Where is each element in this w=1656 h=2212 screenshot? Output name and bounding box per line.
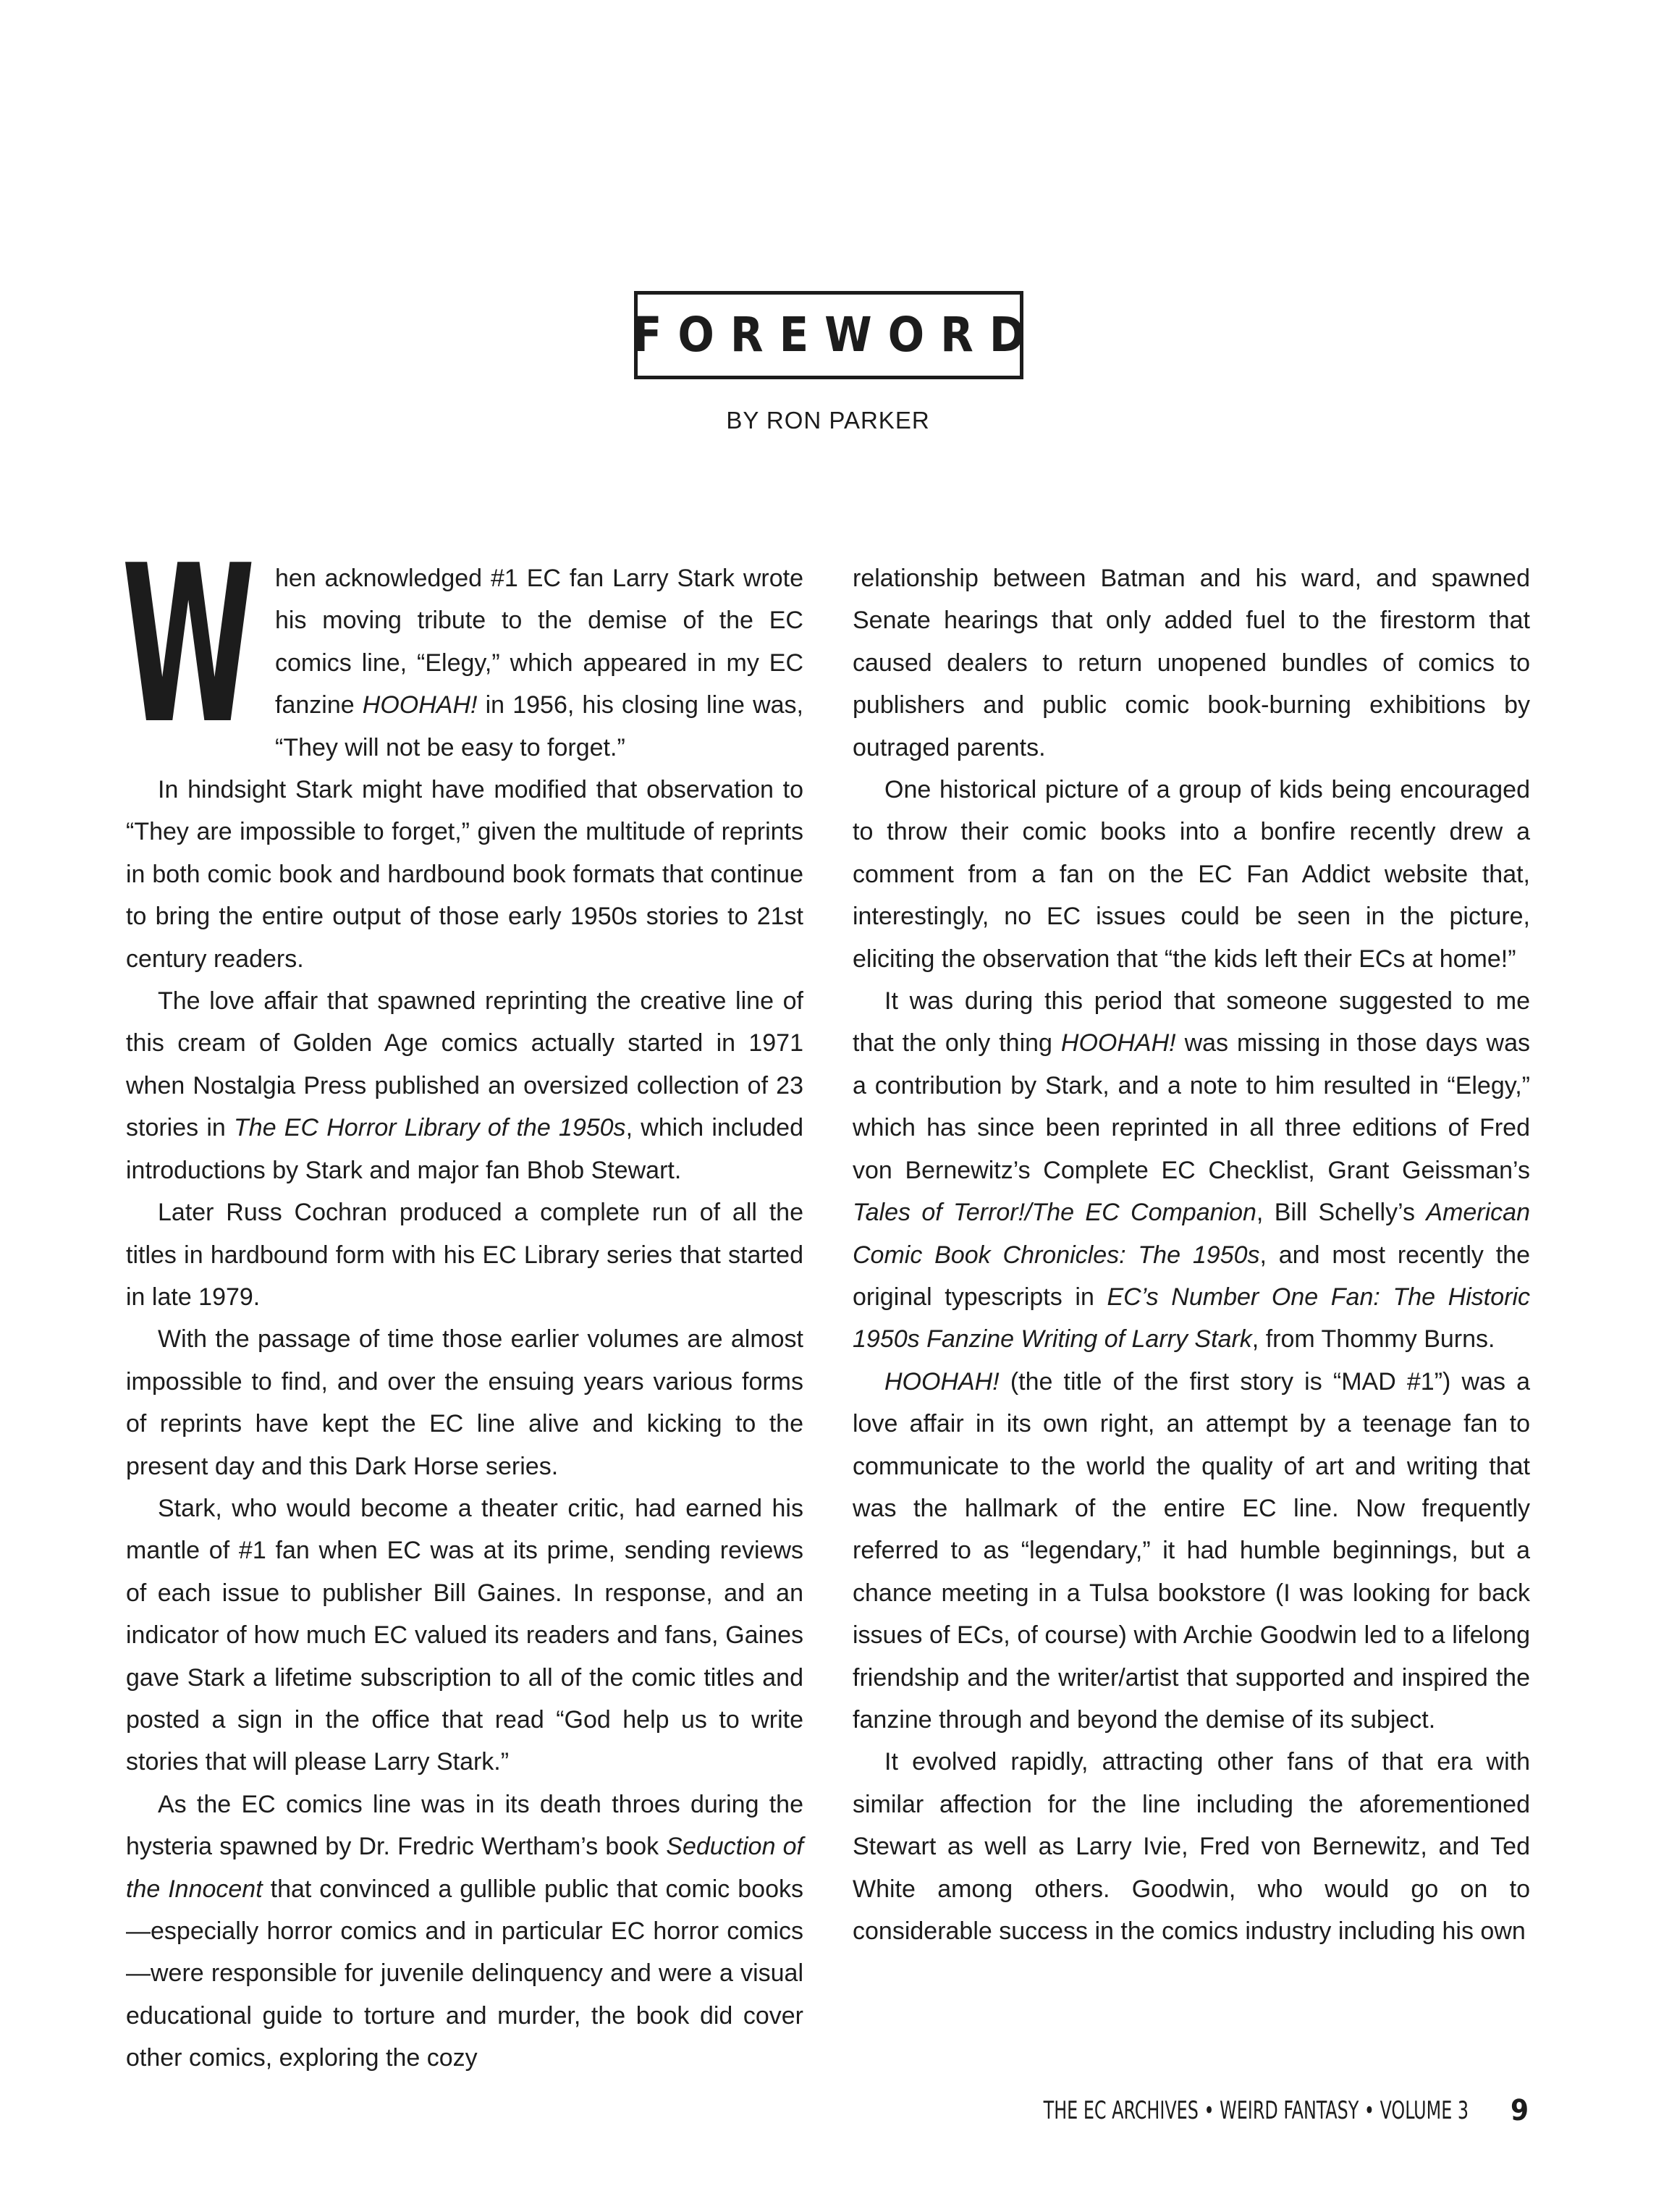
paragraph: The love affair that spawned reprinting the creative line of this cream of Golden Age comics actually started in 1971 when Nostalgia Press published an oversized collection of 23 stories in The EC Horror Library of the 1950s, which included introductions by Stark and major fan Bhob Stewart. xyxy=(126,987,803,1184)
left-column xyxy=(122,519,803,2080)
paragraph: When acknowledged #1 EC fan Larry Stark wrote his moving tribute to the demise of the EC comics line, “Elegy,” which appeared in my EC fanzine HOOHAH! in 1956, his closing line was, “They will not be easy to forget.” xyxy=(122,519,803,772)
paragraph: Stark, who would become a theater critic, had earned his mantle of #1 fan when EC was at its prime, sending reviews of each issue to publisher Bill Gaines. In response, and an indicator of how much EC valued its readers and fans, Gaines gave Stark a lifetime subscription to all of the comic titles and posted a sign in the office that read “God help us to write stories that will please Larry Stark.” xyxy=(126,1494,803,1776)
paragraph: HOOHAH! (the title of the first story is “MAD #1”) was a love affair in its own right, an attempt by a teenage fan to communicate to the world the quality of art and writing that was the hallmark of the entire EC line. Now frequently referred to as “legendary,” it had humble beginnings, but a chance meeting in a Tulsa bookstore (I was looking for back issues of ECs, of course) with Archie Goodwin led to a lifelong friendship and the writer/artist that supported and inspired the fanzine through and beyond the demise of its subject. xyxy=(853,1367,1530,1734)
paragraph: relationship between Batman and his ward, and spawned Senate hearings that only added fuel to the firestorm that caused dealers to return unopened bundles of comics to publishers and public comic book-burning exhibitions by outraged parents. xyxy=(853,565,1530,761)
paragraph: It was during this period that someone suggested to me that the only thing HOOHAH! was missing in those days was a contribution by Stark, and a note to him resulted in “Elegy,” which has since been reprinted in all three editions of Fred von Bernewitz’s Complete EC Checklist, Grant Geissman’s Tales of Terror!/The EC Companion, Bill Schelly’s American Comic Book Chronicles: The 1950s, and most recently the original typescripts in EC’s Number One Fan: The Historic 1950s Fanzine Writing of Larry Stark, from Thommy Burns. xyxy=(853,987,1530,1354)
paragraph: It evolved rapidly, attracting other fans of that era with similar affection for the line including the aforementioned Stewart as well as Larry Ivie, Fred von Bernewitz, and Ted White among others. Goodwin, who would go on to considerable success in the comics industry including his own xyxy=(853,1748,1530,1945)
page-title: FOREWORD xyxy=(632,307,1042,363)
page-footer xyxy=(924,2089,1529,2132)
paragraph: In hindsight Stark might have modified that observation to “They are impossible to forget,” given the multitude of reprints in both comic book and hardbound book formats that continue to bring the entire output of those early 1950s stories to 21st century readers. xyxy=(126,776,803,973)
right-column xyxy=(853,557,1530,1952)
paragraph: As the EC comics line was in its death throes during the hysteria spawned by Dr. Fredric Wertham’s book Seduction of the Innocent that convinced a gullible public that comic books—especially horror comics and in particular EC horror comics—were responsible for juvenile delinquency and were a visual educational guide to torture and murder, the book did cover other comics, exploring the cozy xyxy=(126,1790,803,2072)
page-number: 9 xyxy=(1510,2094,1529,2127)
running-title: THE EC ARCHIVES • WEIRD FANTASY • VOLUME 3 xyxy=(1043,2096,1469,2125)
byline: BY RON PARKER xyxy=(726,407,930,434)
title-box xyxy=(632,291,1042,379)
paragraph: One historical picture of a group of kids being encouraged to throw their comic books into a bonfire recently drew a comment from a fan on the EC Fan Addict website that, interestingly, no EC issues could be seen in the picture, eliciting the observation that “the kids left their ECs at home!” xyxy=(853,776,1530,973)
paragraph: With the passage of time those earlier volumes are almost impossible to find, and over the ensuing years various forms of reprints have kept the EC line alive and kicking to the present day and this Dark Horse series. xyxy=(126,1325,803,1480)
drop-cap: W xyxy=(122,519,255,772)
paragraph: Later Russ Cochran produced a complete run of all the titles in hardbound form with his EC Library series that started in late 1979. xyxy=(126,1199,803,1311)
